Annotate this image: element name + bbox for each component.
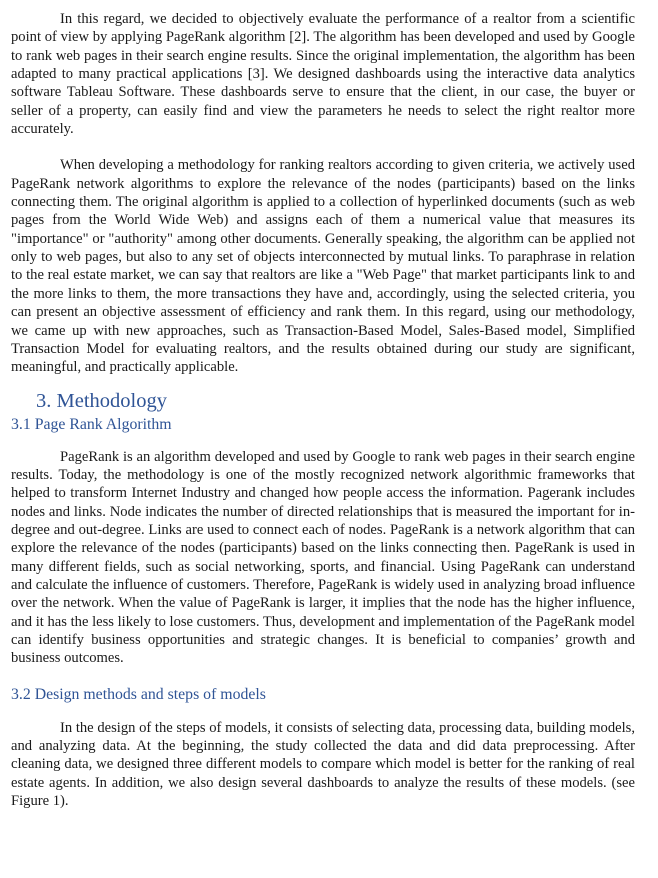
design-methods-paragraph: In the design of the steps of models, it consists of selecting data, processing data, building models, and analyzing data. At the beginning, the study collected the data and did data preprocessing. After cleaning data, we designed three different models to compare which model is better for the ranking of real estate agents. In addition, we also design several dashboards to analyze the results of these models. (see Figure 1).: [11, 719, 635, 810]
document-page: [11, 10, 635, 810]
intro-paragraph-1: In this regard, we decided to objectively evaluate the performance of a realtor from a scientific point of view by applying PageRank algorithm [2]. The algorithm has been developed and used by Google to rank web pages in their search engine results. Since the original implementation, the algorithm has been adapted to many practical applications [3]. We designed dashboards using the interactive data analytics software Tableau Software. These dashboards serve to ensure that the client, in our case, the buyer or seller of a property, can easily find and view the parameters he needs to select the right realtor more accurately.: [11, 11, 635, 138]
subsection-heading-design-methods: 3.2 Design methods and steps of models: [11, 685, 266, 703]
intro-paragraph-2: When developing a methodology for ranking realtors according to given criteria, we actively used PageRank network algorithms to explore the relevance of the nodes (participants) based on the links connecting them. The original algorithm is applied to a collection of hyperlinked documents (such as web pages from the World Wide Web) and assigns each of them a numerical value that measures its "importance" or "authority" among other documents. Generally speaking, the algorithm can be applied not only to web pages, but also to any set of objects interconnected by mutual links. To paraphrase in relation to the real estate market, we can say that realtors are like a "Web Page" that market participants link to and the more links to them, the more transactions they have and, accordingly, using the selected criteria, you can present an objective assessment of efficiency and rank them. In this regard, using our methodology, we came up with new approaches, such as Transaction-Based Model, Sales-Based model, Simplified Transaction Model for evaluating realtors, and the results obtained during our study are significant, meaningful, and practically applicable.: [11, 157, 635, 376]
page-rank-paragraph: PageRank is an algorithm developed and used by Google to rank web pages in their search engine results. Today, the methodology is one of the mostly recognized network algorithmic frameworks that helped to transform Internet Industry and changed how people access the information. Pagerank includes nodes and links. Node indicates the number of directed relationships that is measured the important for in-degree and out-degree. Links are used to connect each of nodes. PageRank is a network algorithm that can explore the relevance of the nodes (participants) based on the links connecting then. PageRank is used in many different fields, such as social networking, sports, and financial. Using PageRank can understand and calculate the influence of customers. Therefore, PageRank is widely used in analyzing broad influence over the network. When the value of PageRank is larger, it implies that the node has the higher influence, and it has the less likely to lose customers. Thus, development and implementation of the PageRank model can identify business opportunities and strategic changes. It is beneficial to companies’ growth and business outcomes.: [11, 448, 635, 667]
section-heading-methodology: 3. Methodology: [36, 389, 167, 412]
subsection-heading-page-rank: 3.1 Page Rank Algorithm: [11, 415, 172, 433]
